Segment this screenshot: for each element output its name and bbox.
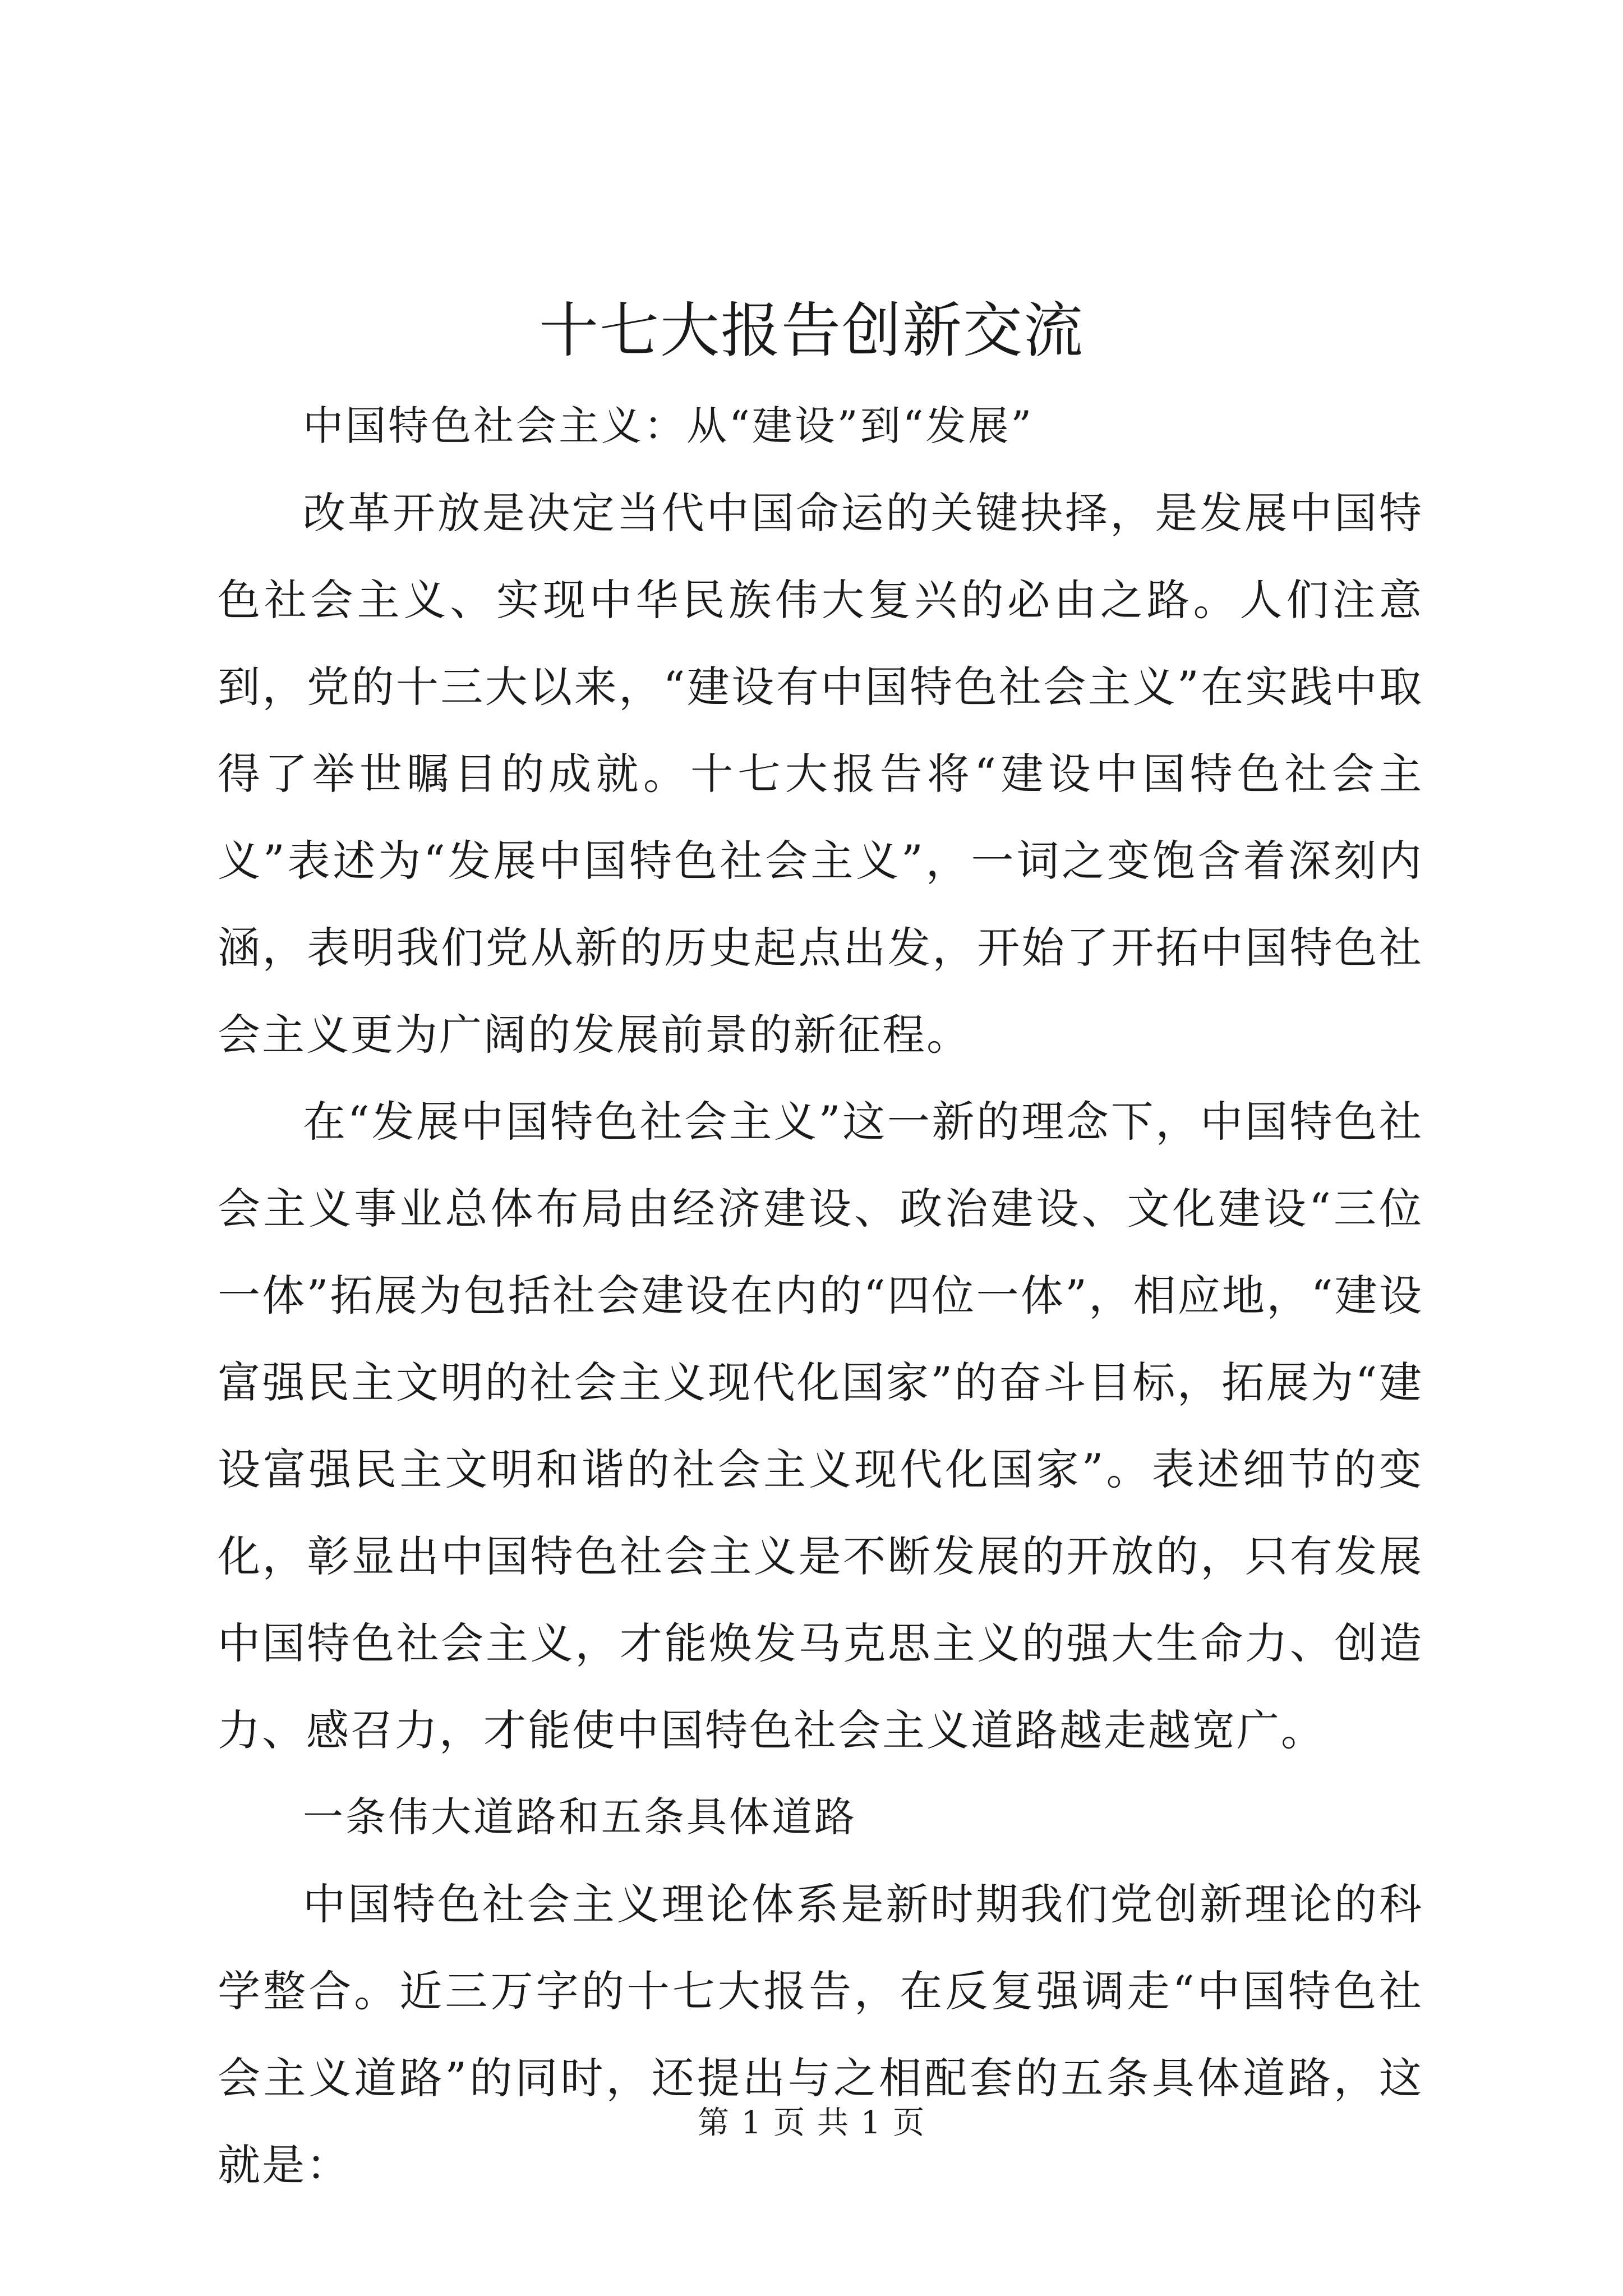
paragraph: 在“发展中国特色社会主义”这一新的理念下，中国特色社会主义事业总体布局由经济建设、政治建设、文化建设“三位一体”拓展为包括社会建设在内的“四位一体”，相应地，“建设富强民主文明的社会主义现代化国家”的奋斗目标，拓展为“建设富强民主文明和谐的社会主义现代化国家”。表述细节的变化，彰显出中国特色社会主义是不断发展的开放的，只有发展中国特色社会主义，才能焕发马克思主义的强大生命力、创造力、感召力，才能使中国特色社会主义道路越走越宽广。 — [218, 1097, 1423, 1755]
document-body — [218, 383, 1423, 2208]
paragraph: 改革开放是决定当代中国命运的关键抉择，是发展中国特色社会主义、实现中华民族伟大复兴的必由之路。人们注意到，党的十三大以来，“建设有中国特色社会主义”在实践中取得了举世瞩目的成就。十七大报告将“建设中国特色社会主义”表述为“发展中国特色社会主义”，一词之变饱含着深刻内涵，表明我们党从新的历史起点出发，开始了开拓中国特色社会主义更为广阔的发展前景的新征程。 — [218, 488, 1423, 1060]
page-number-footer: 第 1 页 共 1 页 — [697, 2105, 926, 2141]
section-heading: 中国特色社会主义：从“建设”到“发展” — [303, 402, 1034, 449]
paragraph: 中国特色社会主义理论体系是新时期我们党创新理论的科学整合。近三万字的十七大报告，在反复强调走“中国特色社会主义道路”的同时，还提出与之相配套的五条具体道路，这就是： — [218, 1879, 1423, 2190]
section-heading: 一条伟大道路和五条具体道路 — [303, 1793, 857, 1841]
document-title: 十七大报告创新交流 — [539, 296, 1084, 365]
